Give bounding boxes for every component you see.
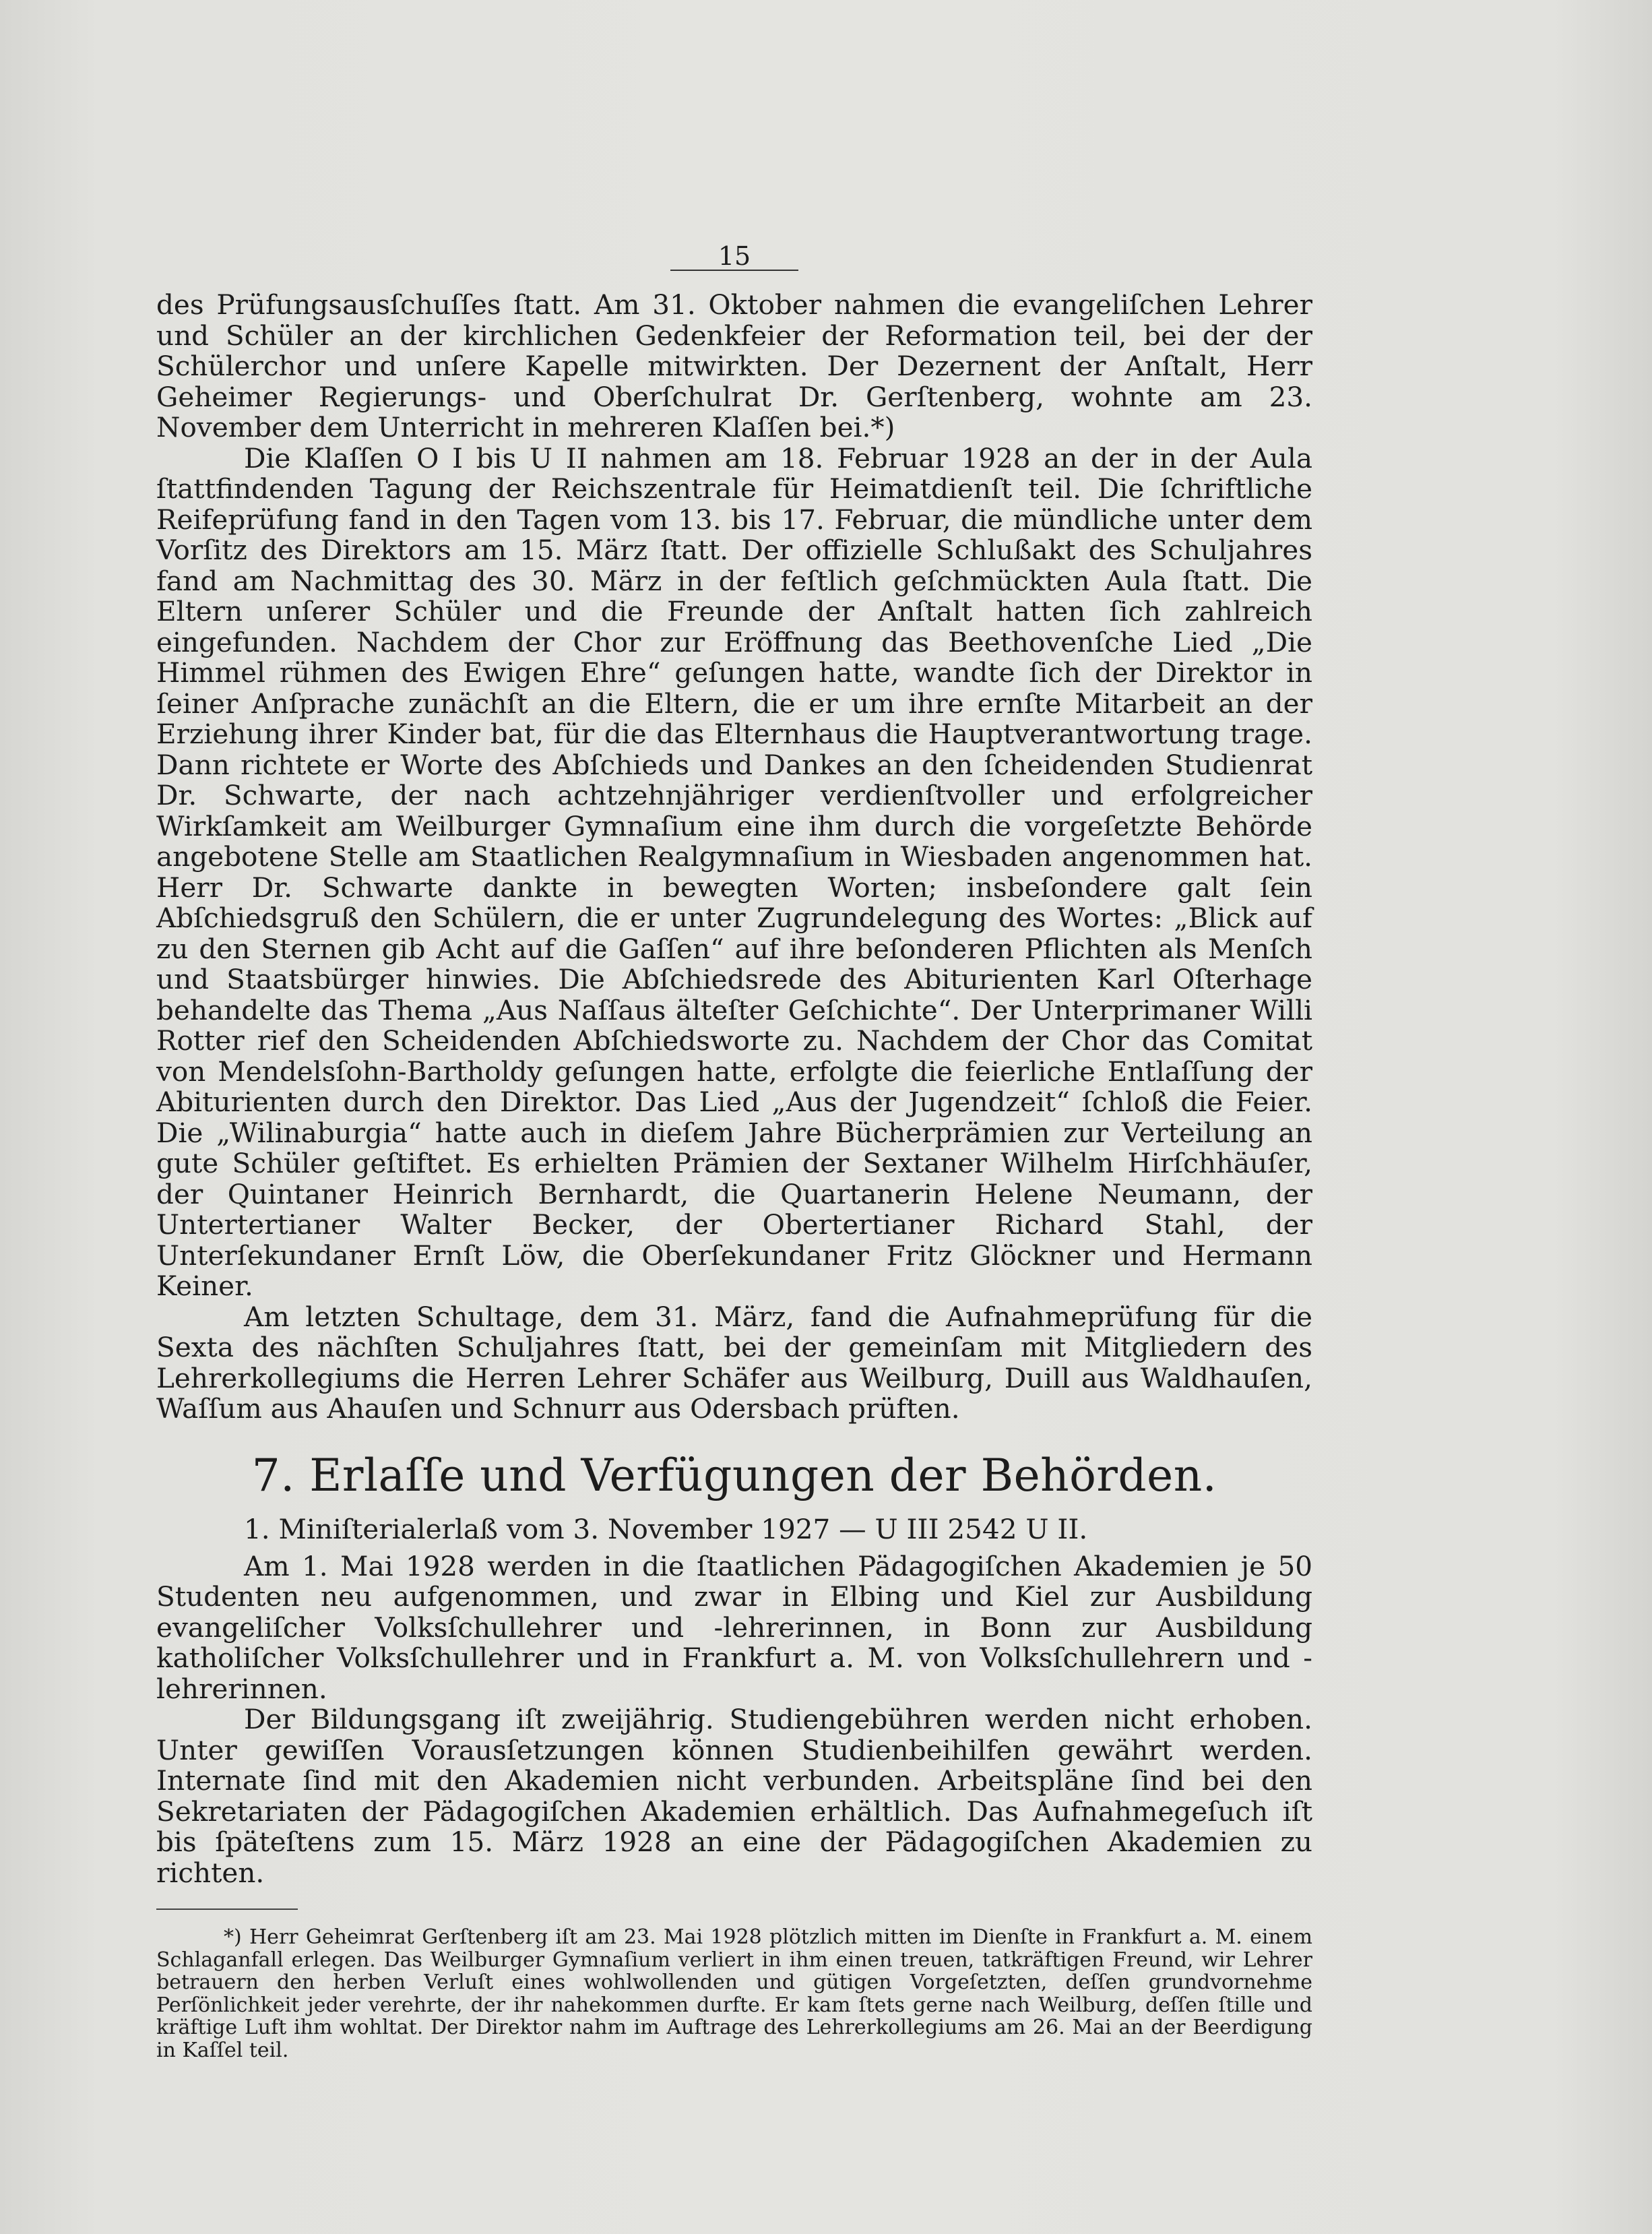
paragraph: Am 1. Mai 1928 werden in die ſtaatlichen Pädagogiſchen Akademien je 50 Studenten neu aufgenommen, und zwar in Elbing und Kiel zur Ausbildung evangeliſcher Volksſchullehrer und -lehrerinnen, in Bonn zur Ausbildung katholiſcher Volksſchullehrer und in Frankfurt a. M. von Volksſchullehrern und -lehrerinnen. (156, 1549, 1312, 1705)
paragraph: des Prüfungsausſchuſſes ſtatt. Am 31. Oktober nahmen die evangeliſchen Lehrer und Schüler an der kirchlichen Gedenkfeier der Reformation teil, bei der der Schülerchor und unſere Kapelle mitwirkten. Der Dezernent der Anſtalt, Herr Geheimer Regierungs- und Oberſchulrat Dr. Gerſtenberg, wohnte am 23. November dem Unterricht in mehreren Klaſſen bei.*) (156, 288, 1312, 443)
section-heading: 7. Erlaſſe und Verfügungen der Behörden. (251, 1449, 1217, 1501)
page-content (156, 243, 1312, 2061)
footnote-rule (156, 1909, 298, 1910)
footnote (156, 1926, 1312, 2061)
paragraph: Am letzten Schultage, dem 31. März, fand die Aufnahmeprüfung für die Sexta des nächſten Schuljahres ſtatt, bei der gemeinſam mit Mitgliedern des Lehrerkollegiums die Herren Lehrer Schäfer aus Weilburg, Duill aus Waldhauſen, Waſſum aus Ahauſen und Schnurr aus Odersbach prüften. (156, 1300, 1312, 1425)
paragraph: Die Klaſſen O I bis U II nahmen am 18. Februar 1928 an der in der Aula ſtattfindenden Tagung der Reichszentrale für Heimatdienſt teil. Die ſchriftliche Reifeprüfung fand in den Tagen vom 13. bis 17. Februar, die mündliche unter dem Vorſitz des Direktors am 15. März ſtatt. Der offizielle Schlußakt des Schuljahres fand am Nachmittag des 30. März in der feſtlich geſchmückten Aula ſtatt. Die Eltern unſerer Schüler und die Freunde der Anſtalt hatten ſich zahlreich eingefunden. Nachdem der Chor zur Eröffnung das Beethovenſche Lied „Die Himmel rühmen des Ewigen Ehre“ geſungen hatte, wandte ſich der Direktor in ſeiner Anſprache zunächſt an die Eltern, die er um ihre ernſte Mitarbeit an der Erziehung ihrer Kinder bat, für die das Elternhaus die Hauptverantwortung trage. Dann richtete er Worte des Abſchieds und Dankes an den ſcheidenden Studienrat Dr. Schwarte, der nach achtzehnjähriger verdienſtvoller und erfolgreicher Wirkſamkeit am Weilburger Gymnaſium eine ihm durch die vorgeſetzte Behörde angebotene Stelle am Staatlichen Realgymnaſium in Wiesbaden angenommen hat. Herr Dr. Schwarte dankte in bewegten Worten; insbeſondere galt ſein Abſchiedsgruß den Schülern, die er unter Zugrundelegung des Wortes: „Blick auf zu den Sternen gib Acht auf die Gaſſen“ auf ihre beſonderen Pflichten als Menſch und Staatsbürger hinwies. Die Abſchiedsrede des Abiturienten Karl Oſterhage behandelte das Thema „Aus Naſſaus älteſter Geſchichte“. Der Unterprimaner Willi Rotter rief den Scheidenden Abſchiedsworte zu. Nachdem der Chor das Comitat von Mendelsſohn-Bartholdy geſungen hatte, erfolgte die feierliche Entlaſſung der Abiturienten durch den Direktor. Das Lied „Aus der Jugendzeit“ ſchloß die Feier. Die „Wilinaburgia“ hatte auch in dieſem Jahre Bücherprämien zur Verteilung an gute Schüler geſtiftet. Es erhielten Prämien der Sextaner Wilhelm Hirſchhäuſer, der Quintaner Heinrich Bernhardt, die Quartanerin Helene Neumann, der Untertertianer Walter Becker, der Obertertianer Richard Stahl, der Unterſekundaner Ernſt Löw, die Oberſekundaner Fritz Glöckner und Hermann Keiner. (156, 441, 1312, 1302)
decree-title: 1. Miniſterialerlaß vom 3. November 1927 — U III 2542 U II. (244, 1512, 1088, 1545)
page-number: 15 (670, 243, 798, 271)
paragraph: Der Bildungsgang iſt zweijährig. Studiengebühren werden nicht erhoben. Unter gewiſſen Vorausſetzungen können Studienbeihilfen gewährt werden. Internate ſind mit den Akademien nicht verbunden. Arbeitspläne ſind bei den Sekretariaten der Pädagogiſchen Akademien erhältlich. Das Aufnahmegeſuch iſt bis ſpäteſtens zum 15. März 1928 an eine der Pädagogiſchen Akademien zu richten. (156, 1703, 1312, 1889)
footnote-text: *) Herr Geheimrat Gerſtenberg iſt am 23. Mai 1928 plötzlich mitten im Dienſte in Frankfurt a. M. einem Schlaganfall erlegen. Das Weilburger Gymnaſium verliert in ihm einen treuen, tatkräftigen Freund, wir Lehrer betrauern den herben Verluſt eines wohlwollenden und gütigen Vorgeſetzten, deſſen grundvornehme Perſönlichkeit jeder verehrte, der ihr nahekommen durfte. Er kam ſtets gerne nach Weilburg, deſſen ſtille und kräftige Luft ihm wohltat. Der Direktor nahm im Auftrage des Lehrerkollegiums am 26. Mai an der Beerdigung in Kaſſel teil. (156, 1925, 1312, 2062)
